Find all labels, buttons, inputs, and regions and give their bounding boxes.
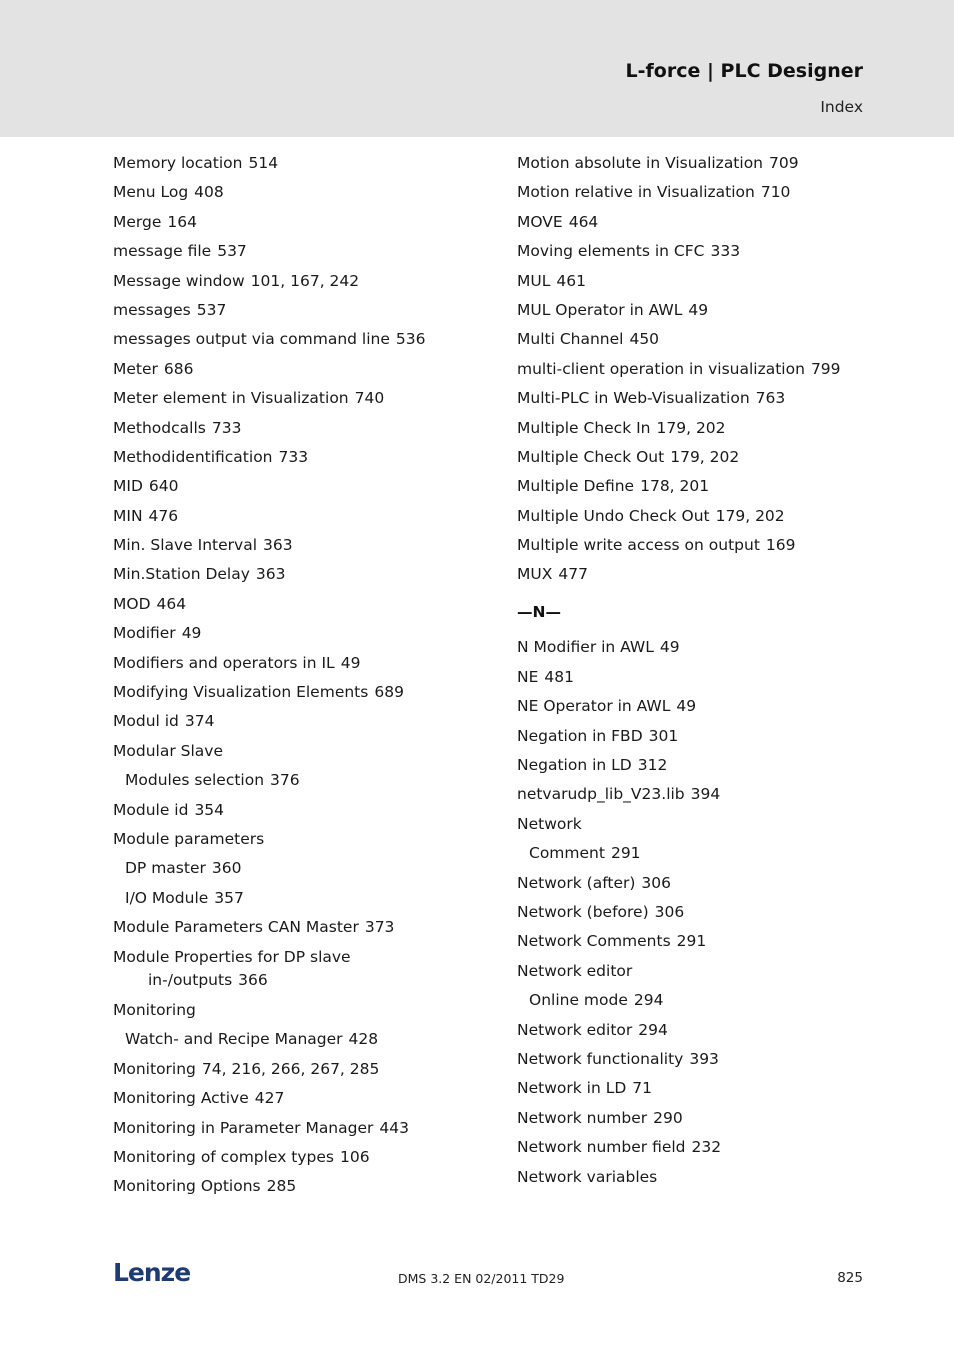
index-term: Network Comments [517,932,671,951]
index-entry [517,270,862,292]
index-column-left [113,152,473,1205]
index-page-ref[interactable]: 799 [810,359,841,378]
index-page-ref[interactable]: 74, 216, 266, 267, 285 [201,1059,380,1078]
index-page-ref[interactable]: 301 [648,726,679,745]
index-entry [517,328,862,350]
index-term: Monitoring of complex types [113,1147,334,1166]
index-term: Min. Slave Interval [113,536,257,555]
index-entry [517,813,862,835]
index-page-ref[interactable]: 443 [379,1118,409,1137]
index-term: I/O Module [125,888,209,907]
index-entry [517,1166,862,1188]
index-page-ref[interactable]: 536 [395,330,426,349]
index-page-ref[interactable]: 476 [148,506,179,525]
index-term: Monitoring in Parameter Manager [113,1118,374,1137]
index-term: Memory location [113,154,243,172]
index-entry [517,1136,862,1158]
index-page-ref[interactable]: 49 [676,697,697,716]
index-term: Methodidentification [113,447,273,466]
index-term: Modifiers and operators in IL [113,653,335,672]
index-page-ref[interactable]: 464 [568,212,599,231]
index-entry [113,999,473,1021]
index-entry [517,1048,862,1070]
index-entry [517,872,862,894]
index-page-ref[interactable]: 710 [760,183,791,202]
index-term: Meter [113,359,158,378]
index-page-ref[interactable]: 689 [374,683,404,702]
index-term: MUX [517,565,553,584]
index-page-ref[interactable]: 71 [632,1079,653,1098]
index-entry [113,857,473,879]
index-entry [517,725,862,747]
index-entry [517,505,862,527]
index-term: MUL Operator in AWL [517,300,683,319]
index-term: Network variables [517,1167,658,1186]
index-page-ref[interactable]: 312 [637,756,668,775]
index-term: Methodcalls [113,418,206,437]
index-entry [517,240,862,262]
index-term: Motion absolute in Visualization [517,154,764,172]
index-entry [517,563,862,585]
index-entry [113,299,473,321]
index-page-ref[interactable]: 366 [238,970,268,989]
index-term: messages [113,300,191,319]
index-page-ref[interactable]: 374 [184,712,215,731]
index-entry [113,1117,473,1139]
index-entry [113,152,473,174]
index-term: message file [113,242,212,261]
index-term: netvarudp_lib_V23.lib [517,785,685,804]
index-entry [113,593,473,615]
index-page-ref[interactable]: 169 [765,536,796,555]
index-term: Network number [517,1108,648,1127]
index-entry [517,960,862,982]
index-term: Module id [113,800,189,819]
index-page-ref[interactable]: 477 [558,565,588,584]
index-page-ref[interactable]: 537 [196,300,227,319]
index-page-ref[interactable]: 709 [769,154,799,172]
index-entry [517,534,862,556]
index-term: Merge [113,212,162,231]
index-page-ref[interactable]: 640 [148,477,179,496]
index-entry [517,636,862,658]
index-page-ref[interactable]: 686 [163,359,194,378]
index-term: N Modifier in AWL [517,638,654,657]
index-page-ref[interactable]: 733 [278,447,309,466]
index-entry [517,901,862,923]
index-page-ref[interactable]: 290 [653,1108,683,1127]
index-entry [113,1087,473,1109]
index-entry [113,769,473,791]
index-term: Network (before) [517,902,649,921]
index-term: MID [113,477,143,496]
index-column-right [517,152,862,1195]
index-term: Network in LD [517,1079,627,1098]
footer-document-id: DMS 3.2 EN 02/2011 TD29 [398,1271,565,1286]
index-entry [113,475,473,497]
index-entry [517,211,862,233]
index-entry [517,695,862,717]
index-page-ref[interactable]: 461 [556,271,586,290]
index-term: Negation in LD [517,756,632,775]
index-entry [113,534,473,556]
index-entry [113,563,473,585]
index-term: NE Operator in AWL [517,697,671,716]
index-page-ref[interactable]: 179, 202 [715,506,785,525]
index-entry [113,270,473,292]
index-page-ref[interactable]: 464 [156,594,187,613]
index-term: Network (after) [517,873,636,892]
index-entry [113,417,473,439]
index-page-ref[interactable]: 394 [690,785,721,804]
index-entry [113,1175,473,1197]
index-entry [517,417,862,439]
index-term: Network number field [517,1138,686,1157]
index-term: NE [517,667,539,686]
index-page-ref[interactable]: 101, 167, 242 [250,271,360,290]
index-page-ref[interactable]: 291 [676,932,707,951]
index-entry [517,666,862,688]
index-page-ref[interactable]: 294 [638,1020,668,1039]
index-term: messages output via command line [113,330,390,349]
index-entry [517,475,862,497]
index-entry [113,211,473,233]
lenze-logo: Lenze [113,1258,191,1287]
index-term: Online mode [529,991,628,1010]
index-entry [113,1146,473,1168]
index-term: Modular Slave [113,741,223,760]
index-entry [517,930,862,952]
index-page-ref[interactable]: 291 [610,844,641,863]
index-term: Monitoring [113,1059,196,1078]
index-entry [517,299,862,321]
index-group-m [517,152,862,585]
index-term: Network editor [517,1020,633,1039]
index-entry [113,240,473,262]
index-page-ref[interactable]: 481 [544,667,574,686]
index-term: Min.Station Delay [113,565,250,584]
index-page-ref[interactable]: 179, 202 [670,447,740,466]
index-term: Monitoring Options [113,1177,261,1196]
index-entry [113,358,473,380]
index-entry [113,799,473,821]
index-page-ref[interactable]: 450 [629,330,660,349]
index-entry [113,710,473,732]
index-page-ref[interactable]: 49 [688,300,709,319]
index-term: Message window [113,271,245,290]
index-term: Modifier [113,624,176,643]
index-term: Modules selection [125,771,265,790]
index-page-ref[interactable]: 360 [211,859,242,878]
index-page-ref[interactable]: 537 [217,242,247,261]
index-entry [113,740,473,762]
index-page-ref[interactable]: 514 [248,154,279,172]
index-page-ref[interactable]: 408 [194,183,224,202]
index-page-ref[interactable]: 354 [194,800,225,819]
index-page-ref[interactable]: 428 [348,1030,379,1049]
index-page-ref[interactable]: 285 [266,1177,297,1196]
index-term: Meter element in Visualization [113,389,349,408]
index-page-ref[interactable]: 733 [211,418,242,437]
index-entry [517,1107,862,1129]
index-term: multi-client operation in visualization [517,359,805,378]
index-term: Negation in FBD [517,726,643,745]
index-entry [517,387,862,409]
index-entry [517,1019,862,1041]
index-entry [113,887,473,909]
index-term: Multi-PLC in Web-Visualization [517,389,750,408]
index-entry [113,505,473,527]
index-page-ref[interactable]: 164 [167,212,197,231]
index-entry [113,946,473,992]
index-entry [113,652,473,674]
header-band [0,0,954,137]
index-term: MUL [517,271,551,290]
index-term: Network editor [517,961,633,980]
index-term: Module Parameters CAN Master [113,918,359,937]
index-term: Modifying Visualization Elements [113,683,369,702]
index-page-ref[interactable]: 373 [364,918,395,937]
index-page-ref[interactable]: 179, 202 [656,418,726,437]
index-term: Monitoring [113,1000,196,1019]
index-entry [517,754,862,776]
index-page-ref[interactable]: 178, 201 [640,477,710,496]
index-page-ref[interactable]: 376 [270,771,300,790]
document-title: L-force | PLC Designer [625,60,863,82]
index-page-ref[interactable]: 363 [255,565,286,584]
index-term: MOVE [517,212,563,231]
index-entry [517,783,862,805]
index-page-ref[interactable]: 427 [254,1089,285,1108]
index-entry [113,1058,473,1080]
index-page-ref[interactable]: 740 [354,389,385,408]
index-page-ref[interactable]: 357 [214,888,244,907]
index-entry [517,842,862,864]
index-page-ref[interactable]: 306 [654,902,685,921]
index-entry [113,622,473,644]
index-term: Watch- and Recipe Manager [125,1030,343,1049]
index-term: Motion relative in Visualization [517,183,755,202]
index-entry [517,1077,862,1099]
index-term: Comment [529,844,605,863]
index-page-ref[interactable]: 232 [691,1138,722,1157]
index-term: Multi Channel [517,330,624,349]
index-term: Menu Log [113,183,189,202]
index-page-ref[interactable]: 306 [641,873,672,892]
index-entry [113,916,473,938]
index-term: Module parameters [113,829,265,848]
index-entry [113,1028,473,1050]
index-page-ref[interactable]: 106 [340,1147,370,1166]
index-term: DP master [125,859,206,878]
index-page-ref[interactable]: 49 [659,638,680,657]
index-entry [517,181,862,203]
index-term: Module Properties for DP slave in-/outputs [113,947,351,989]
index-entry [517,152,862,174]
index-term: Multiple Define [517,477,635,496]
index-page-ref[interactable]: 49 [181,624,202,643]
index-term: Multiple Check Out [517,447,665,466]
index-term: MOD [113,594,151,613]
index-entry [113,828,473,850]
index-page-ref[interactable]: 333 [710,242,741,261]
index-entry [113,181,473,203]
index-page-ref[interactable]: 363 [263,536,293,555]
index-term: Moving elements in CFC [517,242,705,261]
index-term: MIN [113,506,143,525]
index-page-ref[interactable]: 763 [755,389,786,408]
index-entry [113,681,473,703]
index-term: Modul id [113,712,179,731]
index-group-n [517,636,862,1187]
index-entry [517,989,862,1011]
index-entry [113,387,473,409]
index-entry [517,446,862,468]
index-page-ref[interactable]: 294 [633,991,664,1010]
index-term: Network functionality [517,1049,684,1068]
letter-heading-n: —N— [517,603,561,622]
footer-page-number: 825 [837,1270,863,1286]
index-page-ref[interactable]: 49 [340,653,361,672]
index-term: Network [517,814,582,833]
index-term: Multiple Undo Check Out [517,506,710,525]
index-entry [113,328,473,350]
index-entry [517,358,862,380]
section-name: Index [820,98,863,116]
index-term: Monitoring Active [113,1089,249,1108]
index-page-ref[interactable]: 393 [689,1049,719,1068]
index-entry [113,446,473,468]
index-term: Multiple Check In [517,418,651,437]
index-term: Multiple write access on output [517,536,760,555]
